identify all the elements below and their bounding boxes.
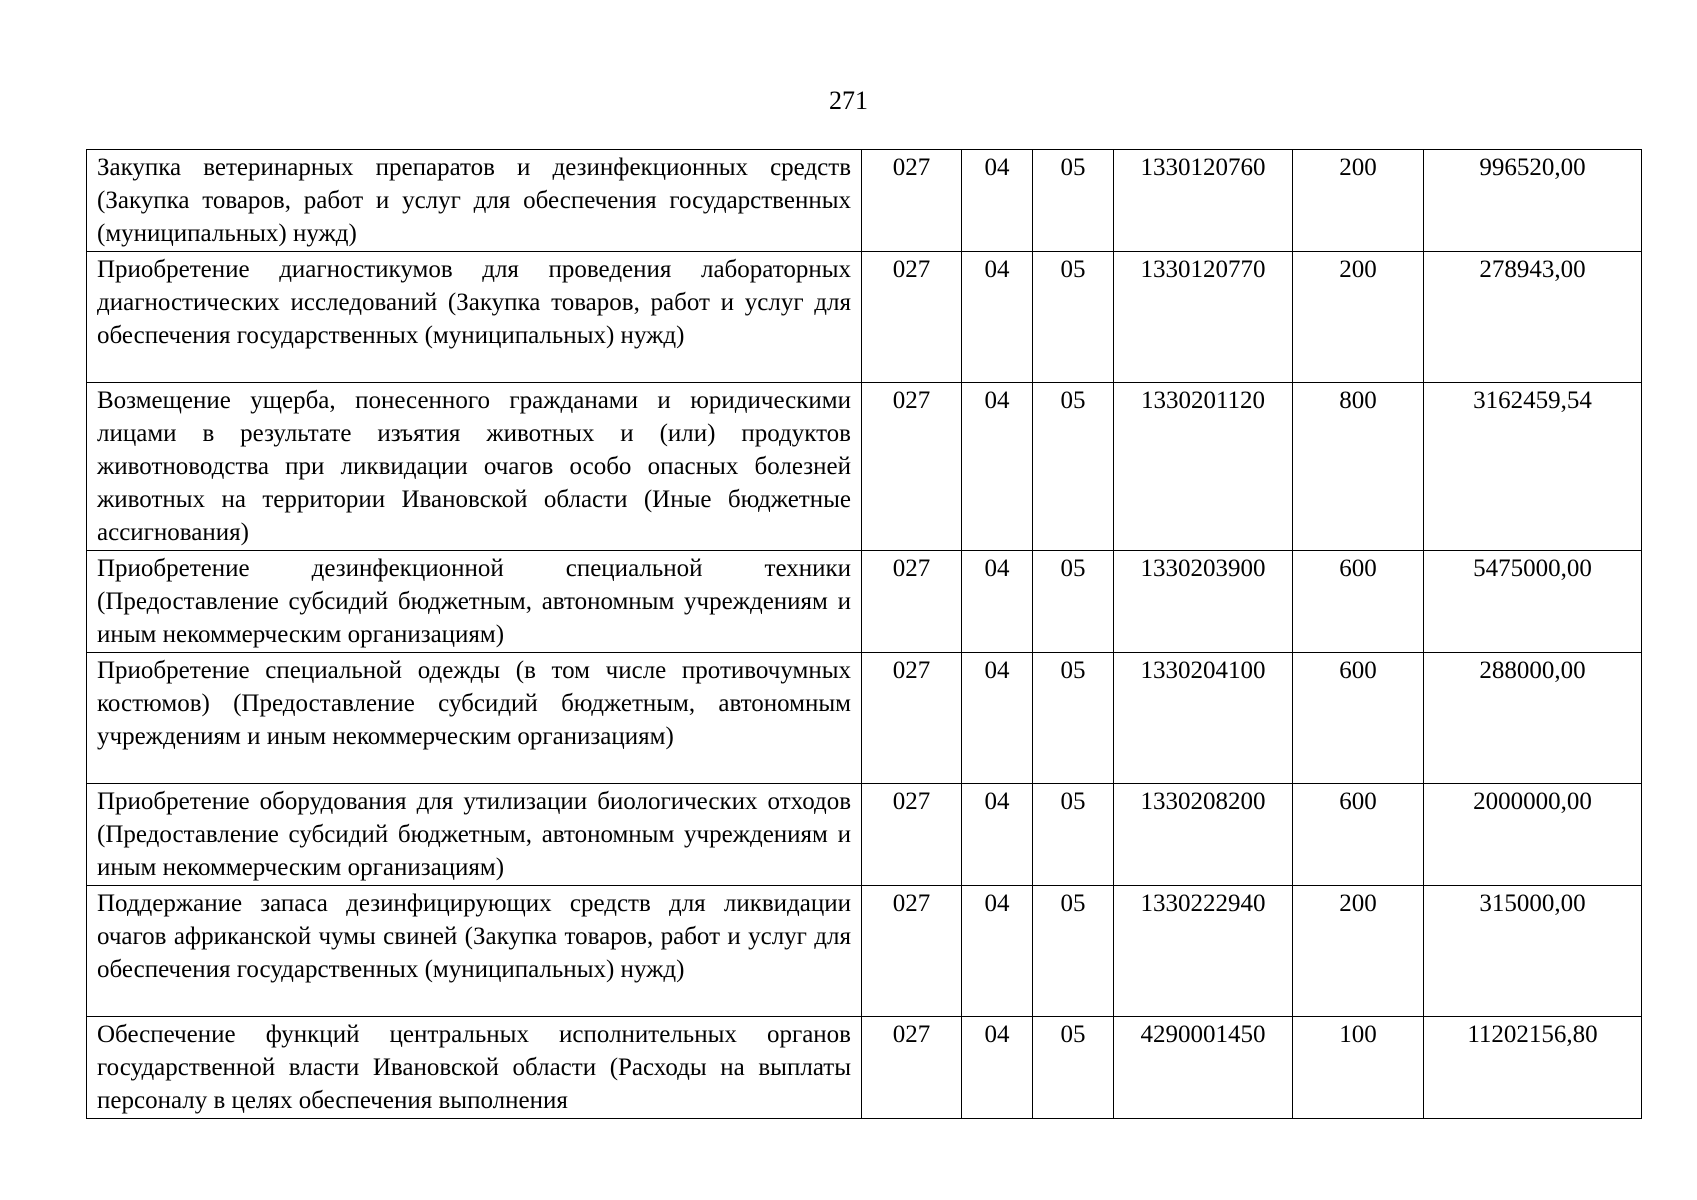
table-row xyxy=(87,383,1642,551)
subsection-code: 05 xyxy=(1033,784,1114,886)
amount: 5475000,00 xyxy=(1424,551,1642,653)
table-row xyxy=(87,150,1642,252)
row-description: Приобретение оборудования для утилизации биологических отходов (Предоставление субсидий бюджетным, автономным учреждениям и иным некоммерческим организациям) xyxy=(87,784,862,886)
amount: 288000,00 xyxy=(1424,653,1642,784)
amount: 3162459,54 xyxy=(1424,383,1642,551)
ministry-code: 027 xyxy=(862,383,962,551)
table-row xyxy=(87,252,1642,383)
section-code: 04 xyxy=(962,252,1033,383)
ministry-code: 027 xyxy=(862,886,962,1017)
section-code: 04 xyxy=(962,383,1033,551)
target-code: 1330201120 xyxy=(1114,383,1293,551)
target-code: 1330208200 xyxy=(1114,784,1293,886)
section-code: 04 xyxy=(962,150,1033,252)
subsection-code: 05 xyxy=(1033,383,1114,551)
subsection-code: 05 xyxy=(1033,886,1114,1017)
amount: 11202156,80 xyxy=(1424,1017,1642,1119)
amount: 996520,00 xyxy=(1424,150,1642,252)
section-code: 04 xyxy=(962,653,1033,784)
subsection-code: 05 xyxy=(1033,1017,1114,1119)
row-description: Закупка ветеринарных препаратов и дезинфекционных средств (Закупка товаров, работ и услуг для обеспечения государственных (муниципальных) нужд) xyxy=(87,150,862,252)
row-description: Возмещение ущерба, понесенного гражданами и юридическими лицами в результате изъятия животных и (или) продуктов животноводства при ликвидации очагов особо опасных болезней животных на территории Ивановской области (Иные бюджетные ассигнования) xyxy=(87,383,862,551)
table-row xyxy=(87,1017,1642,1119)
ministry-code: 027 xyxy=(862,150,962,252)
target-code: 4290001450 xyxy=(1114,1017,1293,1119)
section-code: 04 xyxy=(962,784,1033,886)
section-code: 04 xyxy=(962,886,1033,1017)
row-description: Приобретение дезинфекционной специальной техники (Предоставление субсидий бюджетным, автономным учреждениям и иным некоммерческим организациям) xyxy=(87,551,862,653)
amount: 315000,00 xyxy=(1424,886,1642,1017)
ministry-code: 027 xyxy=(862,551,962,653)
target-code: 1330203900 xyxy=(1114,551,1293,653)
target-code: 1330204100 xyxy=(1114,653,1293,784)
table-row xyxy=(87,653,1642,784)
expense-type-code: 200 xyxy=(1293,150,1424,252)
budget-table xyxy=(86,149,1642,1119)
expense-type-code: 200 xyxy=(1293,886,1424,1017)
subsection-code: 05 xyxy=(1033,252,1114,383)
expense-type-code: 600 xyxy=(1293,653,1424,784)
ministry-code: 027 xyxy=(862,784,962,886)
table-row xyxy=(87,551,1642,653)
row-description: Приобретение специальной одежды (в том числе противочумных костюмов) (Предоставление субсидий бюджетным, автономным учреждениям и иным некоммерческим организациям) xyxy=(87,653,862,784)
ministry-code: 027 xyxy=(862,653,962,784)
subsection-code: 05 xyxy=(1033,150,1114,252)
ministry-code: 027 xyxy=(862,252,962,383)
expense-type-code: 200 xyxy=(1293,252,1424,383)
expense-type-code: 600 xyxy=(1293,551,1424,653)
amount: 2000000,00 xyxy=(1424,784,1642,886)
row-description: Поддержание запаса дезинфицирующих средств для ликвидации очагов африканской чумы свиней (Закупка товаров, работ и услуг для обеспечения государственных (муниципальных) нужд) xyxy=(87,886,862,1017)
page-number: 271 xyxy=(829,86,868,115)
amount: 278943,00 xyxy=(1424,252,1642,383)
expense-type-code: 600 xyxy=(1293,784,1424,886)
expense-type-code: 800 xyxy=(1293,383,1424,551)
row-description: Приобретение диагностикумов для проведения лабораторных диагностических исследований (Закупка товаров, работ и услуг для обеспечения государственных (муниципальных) нужд) xyxy=(87,252,862,383)
section-code: 04 xyxy=(962,551,1033,653)
subsection-code: 05 xyxy=(1033,551,1114,653)
ministry-code: 027 xyxy=(862,1017,962,1119)
subsection-code: 05 xyxy=(1033,653,1114,784)
row-description: Обеспечение функций центральных исполнительных органов государственной власти Ивановской области (Расходы на выплаты персоналу в целях обеспечения выполнения xyxy=(87,1017,862,1119)
target-code: 1330120770 xyxy=(1114,252,1293,383)
table-row xyxy=(87,886,1642,1017)
target-code: 1330222940 xyxy=(1114,886,1293,1017)
target-code: 1330120760 xyxy=(1114,150,1293,252)
section-code: 04 xyxy=(962,1017,1033,1119)
expense-type-code: 100 xyxy=(1293,1017,1424,1119)
table-row xyxy=(87,784,1642,886)
